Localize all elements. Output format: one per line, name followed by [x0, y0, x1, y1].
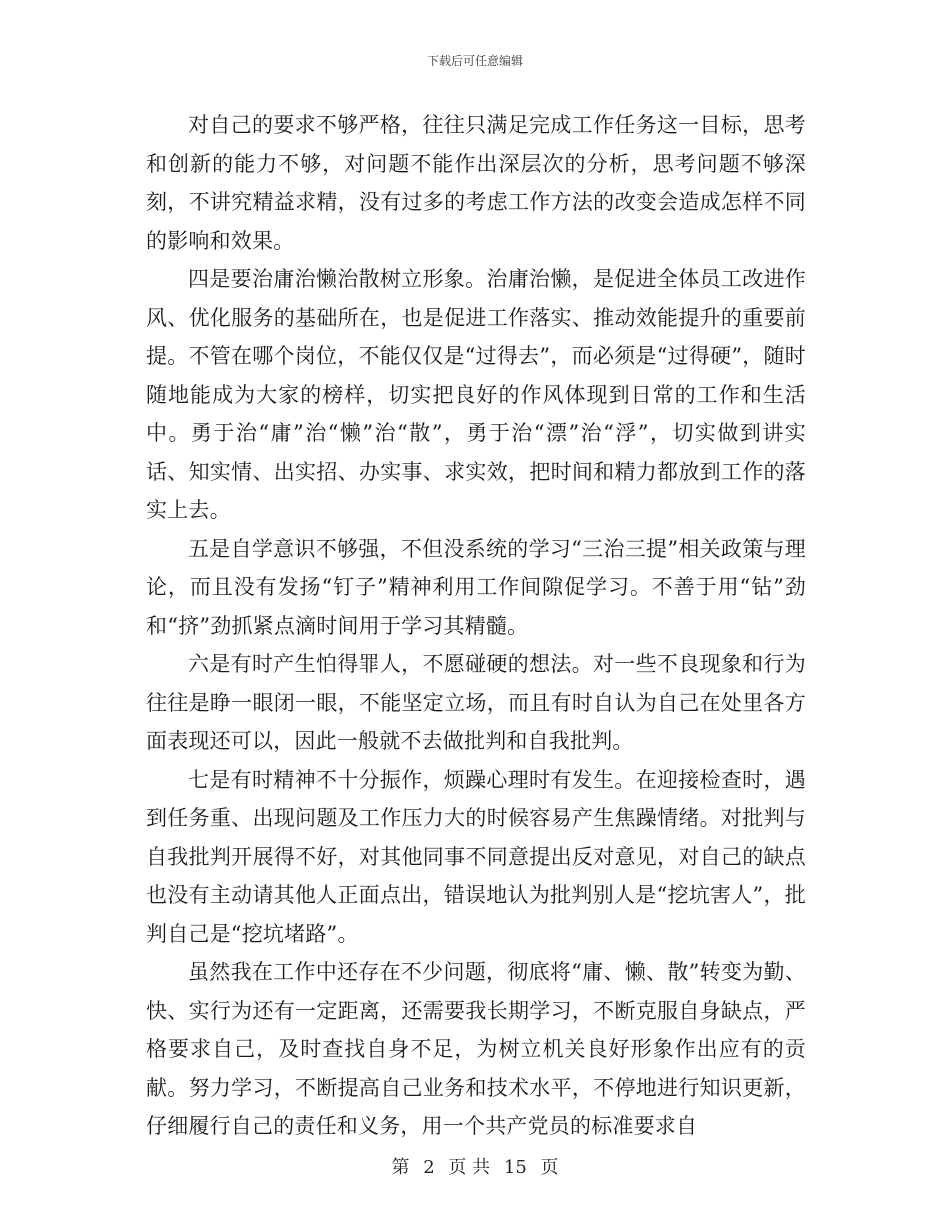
footer-middle: 页 共	[448, 1157, 491, 1178]
paragraph-6: 虽然我在工作中还存在不少问题，彻底将“庸、懒、散”转变为勤、快、实行为还有一定距离，还需要我长期学习，不断克服自身缺点，严格要求自己，及时查找自身不足，为树立机关良好形象作出应有的贡献。努力学习，不断提高自己业务和技术水平，不停地进行知识更新，仔细履行自己的责任和义务，用一个共产党员的标准要求自	[146, 960, 806, 1138]
paragraph-1: 对自己的要求不够严格，往往只满足完成工作任务这一目标，思考和创新的能力不够，对问题不能作出深层次的分析，思考问题不够深刻，不讲究精益求精，没有过多的考虑工作方法的改变会造成怎样不同的影响和效果。	[146, 113, 806, 253]
page-header: 下载后可任意编辑	[426, 54, 523, 68]
footer-suffix: 页	[540, 1157, 559, 1178]
paragraph-5: 七是有时精神不十分振作，烦躁心理时有发生。在迎接检查时，遇到任务重、出现问题及工作压力大的时候容易产生焦躁情绪。对批判与自我批判开展得不好，对其他同事不同意提出反对意见，对自己的缺点也没有主动请其他人正面点出，错误地认为批判别人是“挖坑害人”，批判自己是“挖坑堵路”。	[146, 767, 806, 946]
total-page-count: 15	[503, 1157, 527, 1178]
current-page-number: 2	[423, 1157, 435, 1178]
paragraph-3: 五是自学意识不够强，不但没系统的学习“三治三提”相关政策与理论，而且没有发扬“钉子”精神利用工作间隙促学习。不善于用“钻”劲和“挤”劲抓紧点滴时间用于学习其精髓。	[146, 536, 806, 638]
page-footer	[0, 1153, 950, 1179]
paragraph-4: 六是有时产生怕得罪人，不愿碰硬的想法。对一些不良现象和行为往往是睁一眼闭一眼，不能坚定立场，而且有时自认为自己在处里各方面表现还可以，因此一般就不去做批判和自我批判。	[146, 652, 806, 753]
document-body	[146, 106, 806, 1146]
footer-prefix: 第	[391, 1157, 410, 1178]
paragraph-2: 四是要治庸治懒治散树立形象。治庸治懒，是促进全体员工改进作风、优化服务的基础所在，也是促进工作落实、推动效能提升的重要前提。不管在哪个岗位，不能仅仅是“过得去”，而必须是“过得硬”，随时随地能成为大家的榜样，切实把良好的作风体现到日常的工作和生活中。勇于治“庸”治“懒”治“散”，勇于治“漂”治“浮”，切实做到讲实话、知实情、出实招、办实事、求实效，把时间和精力都放到工作的落实上去。	[146, 267, 806, 522]
